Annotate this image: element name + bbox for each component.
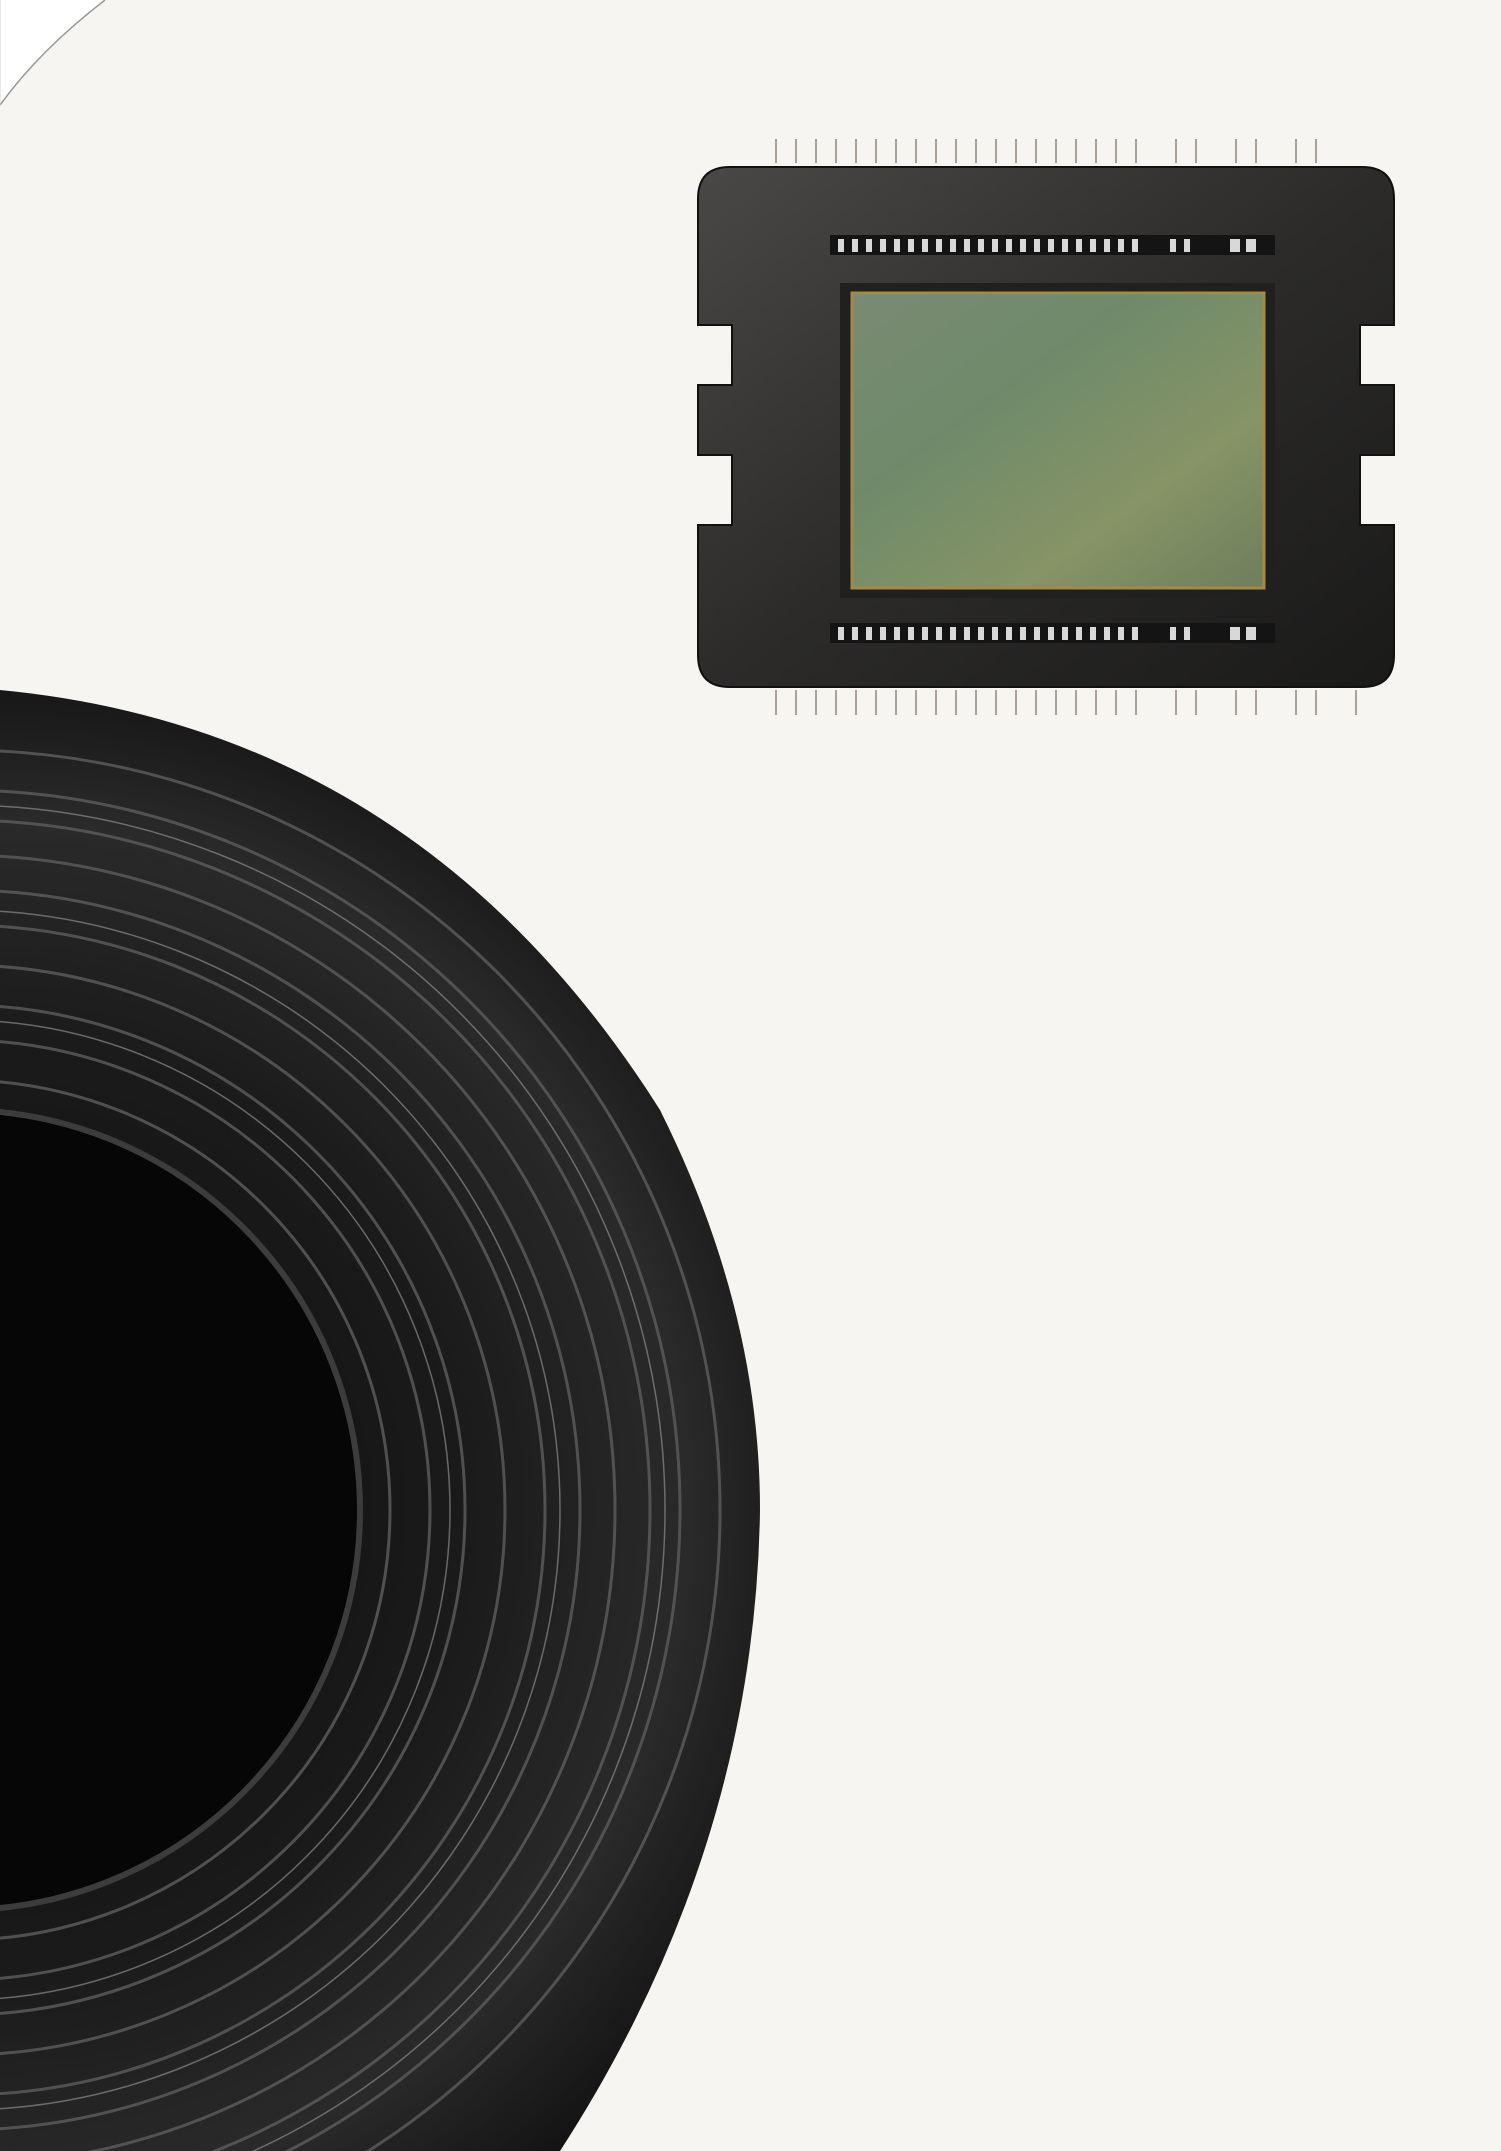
sensor-caption (758, 758, 1408, 829)
page-curl (0, 0, 140, 140)
heading-optyka (470, 181, 695, 222)
sensor-photo (690, 135, 1402, 720)
lens-photo (0, 690, 940, 2151)
column-2 (470, 144, 732, 242)
column-3 (960, 900, 1406, 957)
heading-okrutne-liczby (960, 916, 1326, 957)
